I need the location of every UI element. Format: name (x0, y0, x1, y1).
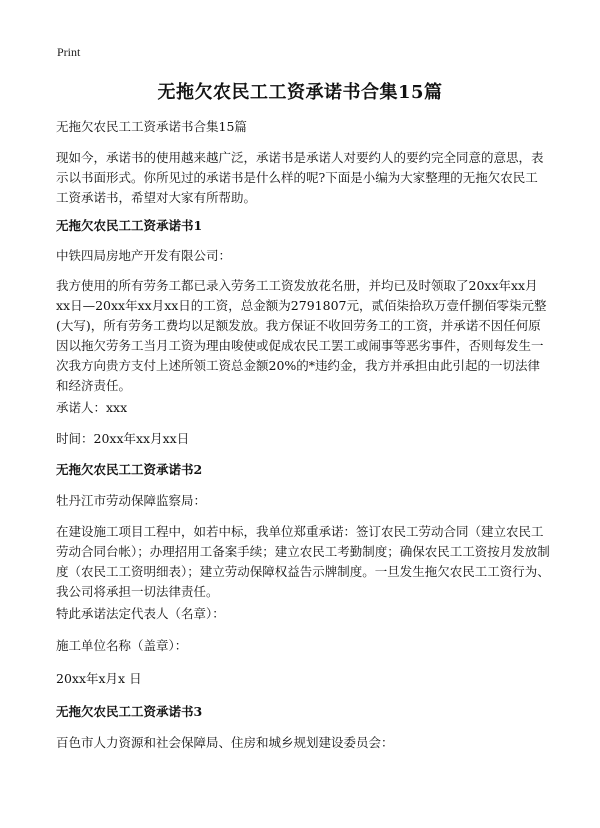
section-3-heading: 无拖欠农民工工资承诺书3 (56, 704, 203, 719)
section-2-date: 20xx年x月x 日 (56, 671, 142, 686)
document-subtitle: 无拖欠农民工工资承诺书合集15篇 (56, 119, 247, 134)
section-2-addressee: 牡丹江市劳动保障监察局： (56, 493, 207, 508)
section-1-heading: 无拖欠农民工工资承诺书1 (56, 218, 203, 233)
section-2-unit-name: 施工单位名称（盖章）： (56, 638, 188, 653)
document-title: 无拖欠农民工工资承诺书合集15篇 (157, 82, 443, 103)
section-3-addressee: 百色市人力资源和社会保障局、住房和城乡规划建设委员会： (56, 735, 394, 750)
section-1-addressee: 中铁四局房地产开发有限公司： (56, 248, 232, 263)
section-1-date: 时间：20xx年xx月xx日 (56, 431, 190, 446)
section-1-body: 我方使用的所有劳务工都已录入劳务工工资发放花名册，并均已及时领取了20xx年xx月xx日—20xx年xx月xx日的工资，总金额为2791807元，贰佰柒拾玖万壹仟捌佰零柒元整(大写)，所有劳务工费均以足额发放。我方保证不收回劳务工的工资，并承诺不因任何原因以拖欠劳务工当月工资为理由唆使或促成农民工罢工或闹事等恶劣事件，否则每发生一次我方向贵方支付上述所领工资总金额20%的*违约金，我方并承担由此引起的一切法律和经济责任。 (56, 278, 547, 393)
section-2-representative: 特此承诺法定代表人（名章）： (56, 606, 225, 621)
intro-paragraph: 现如今，承诺书的使用越来越广泛，承诺书是承诺人对要约人的要约完全同意的意思，表示以书面形式。你所见过的承诺书是什么样的呢?下面是小编为大家整理的无拖欠农民工工资承诺书，希望对大家有所帮助。 (56, 150, 544, 205)
section-1-signer: 承诺人：xxx (56, 400, 128, 415)
print-label: Print (57, 45, 81, 59)
section-2-heading: 无拖欠农民工工资承诺书2 (56, 462, 203, 477)
section-2-body: 在建设施工项目工程中，如若中标，我单位郑重承诺：签订农民工劳动合同（建立农民工劳动合同台帐）；办理招用工备案手续；建立农民工考勤制度；确保农民工工资按月发放制度（农民工工资明细表）；建立劳动保障权益告示牌制度。一旦发生拖欠农民工工资行为、我公司将承担一切法律责任。 (56, 524, 550, 599)
